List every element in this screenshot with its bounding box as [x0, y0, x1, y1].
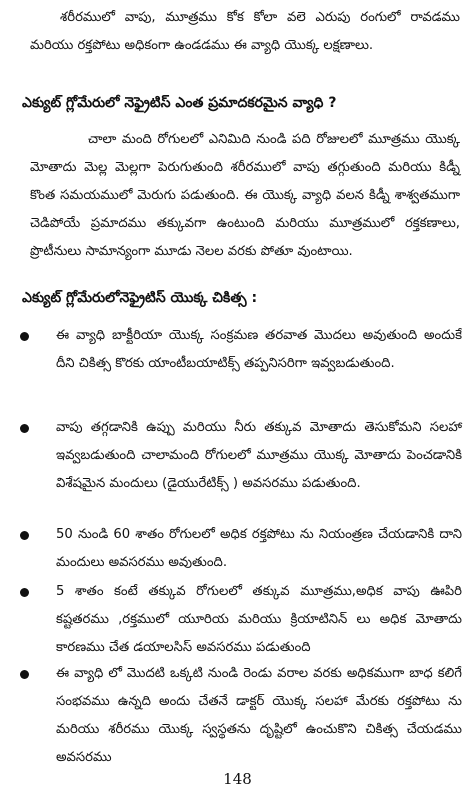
intro-paragraph: శరీరములో వాపు, మూత్రము కోక కోలా వలె ఎరుపు రంగులో రావడము మరియు రక్తపోటు అధికంగా ఉండడము ఈ వ్యాధి యొక్క లక్షణాలు. [30, 10, 460, 53]
bullet-text: 5 శాతం కంటే తక్కువ రోగులలో తక్కువ మూత్రము,అధిక వాపు ఊపిరి కష్టతరము ,రక్తములో యూరియ మరియు క్రియాటినిన్ లు అధిక మోతాదు కారణము చేత డయాలసిస్ అవసరము పడుతుంది [56, 584, 462, 655]
bullet-dot-icon [20, 332, 29, 341]
bullet-text: 50 నుండి 60 శాతం రోగులలో అధిక రక్తపోటు ను నియంత్రణ చేయడానికి దాని మందులు అవసరము అవుతుంది. [56, 527, 462, 570]
bullet-dot-icon [20, 588, 29, 597]
bullet-text: ఈ వ్యాధి లో మొదటి ఒక్కటి నుండి రెండు వరాల వరకు అధికముగా బాధ కలిగే సంభవము ఉన్నది అందు చేతనే డాక్టర్ యొక్క సలహా మేరకు రక్తపోటు ను మరియు శరీరము యొక్క స్వస్థతను దృష్టిలో ఉంచుకొని చికిత్స చేయడము అవసరము [56, 666, 462, 765]
section-heading-treatment: ఎక్యుట్ గ్లోమేరులోనెఫ్రైటిస్ యొక్క చికిత్స : [22, 290, 258, 306]
bullet-text: ఈ వ్యాధి బాక్టీరియా యొక్క సంక్రమణ తరవాత మొదలు అవుతుంది అందుకే దీని చికిత్స కొరకు యాంటీబయాటిక్స్ తప్పనిసరిగా ఇవ్వబడుతుంది. [56, 328, 462, 371]
bullet-dot-icon [20, 670, 29, 679]
page-number: 148 [223, 770, 252, 788]
bullet-dot-icon [20, 531, 29, 540]
section-heading-danger: ఎక్యుట్ గ్లోమేరులో నెఫ్రైటిస్ ఎంత ప్రమాదకరమైన వ్యాధి ? [22, 95, 337, 111]
bullet-dot-icon [20, 424, 29, 433]
danger-paragraph: చాలా మంది రోగులలో ఎనిమిది నుండి పది రోజులలో మూత్రము యొక్క మోతాదు మెల్ల మెల్లగా పెరుగుతుంది శరీరములో వాపు తగ్గుతుంది మరియు కిడ్నీ కొంత సమయములో మెరుగు పడుతుంది. ఈ యొక్క వ్యాధి వలన కిడ్నీ శాశ్వతముగా చెడిపోయే ప్రమాదము తక్కువగా ఉంటుంది మరియు మూత్రములో రక్తకణాలు, ప్రొటీనులు సామాన్యంగా మూడు నెలల వరకు పోతూ వుంటాయి. [30, 132, 460, 259]
bullet-text: వాపు తగ్గడానికి ఉప్పు మరియు నీరు తక్కువ మోతాదు తెసుకోమని సలహా ఇవ్వబడుతుంది చాలామంది రోగులలో మూత్రము యొక్క మోతాదు పెంచడానికి విశేషమైన మందులు (డైయురేటిక్స్ ) అవసరము పడుతుంది. [56, 420, 462, 491]
